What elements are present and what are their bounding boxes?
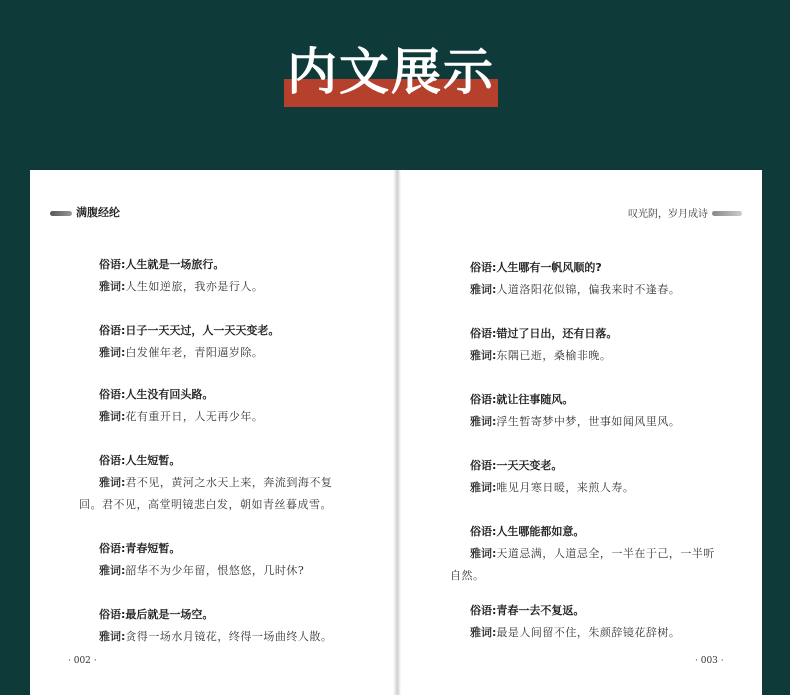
ya-label: 雅词:: [99, 280, 126, 293]
ya-text: 人生如逆旅，我亦是行人。: [125, 280, 264, 293]
su-text: 就让往事随风。: [496, 393, 574, 406]
brush-stroke-icon: [712, 211, 742, 216]
page-number: · 003 ·: [695, 656, 724, 666]
ya-label: 雅词:: [99, 630, 126, 643]
su-text: 人生哪能都如意。: [496, 525, 585, 538]
ya-text: 贪得一场水月镜花，终得一场曲终人散。: [125, 630, 333, 643]
su-label: 俗语:: [470, 327, 497, 340]
entry: [99, 604, 332, 648]
su-text: 最后就是一场空。: [125, 608, 214, 621]
su-text: 人生没有回头路。: [125, 388, 214, 401]
entry: [470, 323, 617, 367]
ya-label: 雅词:: [470, 481, 497, 494]
ya-text: 白发催年老，青阳逼岁除。: [125, 346, 264, 359]
su-label: 俗语:: [99, 542, 126, 555]
entry: [99, 384, 263, 428]
ya-text: 唯见月寒日暖，来煎人寿。: [496, 481, 635, 494]
su-label: 俗语:: [99, 388, 126, 401]
su-label: 俗语:: [99, 258, 126, 271]
ya-text-continued: 回。君不见，高堂明镜悲白发，朝如青丝暮成雪。: [79, 498, 332, 511]
su-label: 俗语:: [470, 393, 497, 406]
su-text: 一天天变老。: [496, 459, 563, 472]
su-label: 俗语:: [99, 454, 126, 467]
right-running-head-text: 叹光阴，岁月成诗: [628, 208, 708, 220]
su-label: 俗语:: [470, 261, 497, 274]
banner-title: 内文展示: [287, 43, 495, 101]
su-label: 俗语:: [470, 604, 497, 617]
entry: [470, 257, 680, 301]
left-running-head: [50, 204, 120, 220]
ya-label: 雅词:: [470, 349, 497, 362]
ya-label: 雅词:: [99, 346, 126, 359]
su-label: 俗语:: [470, 525, 497, 538]
su-label: 俗语:: [99, 324, 126, 337]
ya-text: 天道忌满，人道忌全，一半在于己，一半听: [496, 547, 715, 560]
entry: [450, 521, 750, 587]
ya-label: 雅词:: [99, 476, 126, 489]
entry: [470, 600, 680, 644]
brush-stroke-icon: [50, 211, 72, 216]
ya-text: 最是人间留不住，朱颜辞镜花辞树。: [496, 626, 681, 639]
entry: [470, 455, 634, 499]
entry: [99, 538, 304, 582]
ya-text: 东隅已逝，桑榆非晚。: [496, 349, 612, 362]
su-text: 人生就是一场旅行。: [125, 258, 225, 271]
ya-label: 雅词:: [470, 283, 497, 296]
ya-text: 花有重开日，人无再少年。: [125, 410, 264, 423]
su-label: 俗语:: [99, 608, 126, 621]
ya-label: 雅词:: [99, 564, 126, 577]
entry: [470, 389, 680, 433]
su-text: 人生短暂。: [125, 454, 181, 467]
ya-label: 雅词:: [470, 626, 497, 639]
book-gutter: [393, 170, 401, 695]
su-text: 青春一去不复返。: [496, 604, 585, 617]
entry: [99, 254, 263, 298]
entry: [79, 450, 359, 516]
right-running-head: [628, 204, 742, 220]
ya-label: 雅词:: [99, 410, 126, 423]
page-number: · 002 ·: [68, 656, 97, 666]
left-running-head-text: 满腹经纶: [76, 206, 120, 219]
ya-label: 雅词:: [470, 415, 497, 428]
ya-text-continued: 自然。: [450, 569, 485, 582]
ya-text: 君不见，黄河之水天上来，奔流到海不复: [125, 476, 333, 489]
su-text: 错过了日出，还有日落。: [496, 327, 618, 340]
su-text: 人生哪有一帆风顺的?: [496, 261, 602, 274]
ya-text: 浮生暂寄梦中梦，世事如闻风里风。: [496, 415, 681, 428]
ya-text: 人道洛阳花似锦，偏我来时不逢春。: [496, 283, 681, 296]
su-label: 俗语:: [470, 459, 497, 472]
ya-label: 雅词:: [470, 547, 497, 560]
su-text: 青春短暂。: [125, 542, 181, 555]
ya-text: 韶华不为少年留，恨悠悠，几时休?: [125, 564, 305, 577]
header-banner: [0, 0, 790, 170]
su-text: 日子一天天过，人一天天变老。: [125, 324, 280, 337]
entry: [99, 320, 279, 364]
